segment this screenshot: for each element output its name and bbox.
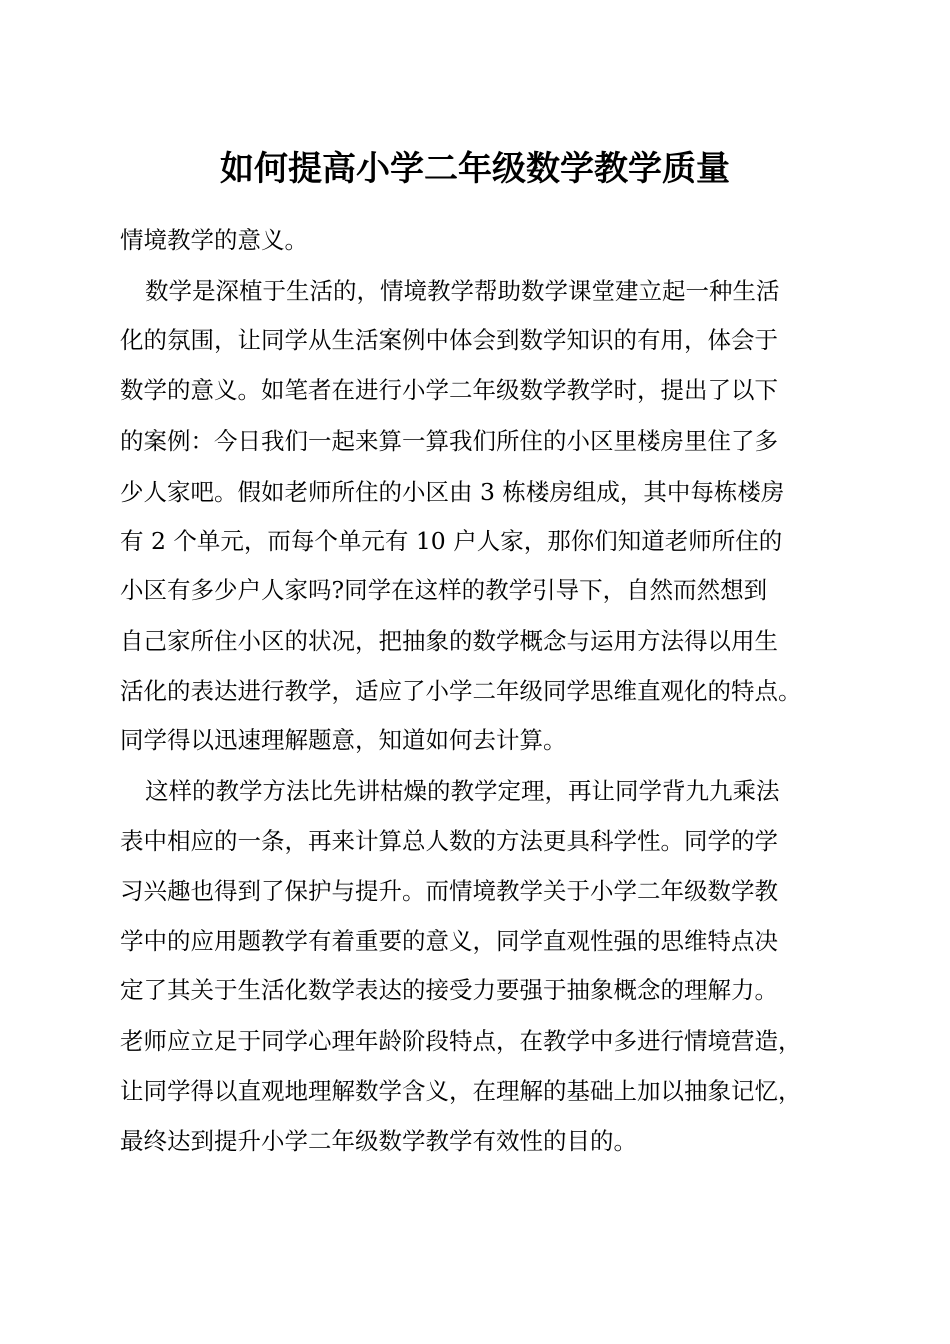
text-line: 定了其关于生活化数学表达的接受力要强于抽象概念的理解力。 bbox=[120, 976, 778, 1004]
text-line: 数学是深植于生活的，情境教学帮助数学课堂建立起一种生活 bbox=[145, 277, 780, 305]
text-line: 化的氛围，让同学从生活案例中体会到数学知识的有用，体会于 bbox=[120, 326, 778, 354]
text-line: 老师应立足于同学心理年龄阶段特点，在教学中多进行情境营造， bbox=[120, 1027, 802, 1055]
text-line: 情境教学的意义。 bbox=[120, 226, 308, 254]
text-line: 习兴趣也得到了保护与提升。而情境教学关于小学二年级数学教 bbox=[120, 877, 778, 905]
text-line: 少人家吧。假如老师所住的小区由 3 栋楼房组成，其中每栋楼房 bbox=[120, 478, 785, 506]
text-line: 表中相应的一条，再来计算总人数的方法更具科学性。同学的学 bbox=[120, 827, 778, 855]
text-line: 最终达到提升小学二年级数学教学有效性的目的。 bbox=[120, 1127, 637, 1155]
document-title: 如何提高小学二年级数学教学质量 bbox=[220, 149, 730, 189]
text-line: 的案例：今日我们一起来算一算我们所住的小区里楼房里住了多 bbox=[120, 427, 778, 455]
text-line: 自己家所住小区的状况，把抽象的数学概念与运用方法得以用生 bbox=[120, 627, 778, 655]
text-line: 这样的教学方法比先讲枯燥的教学定理，再让同学背九九乘法 bbox=[145, 777, 780, 805]
text-line: 同学得以迅速理解题意，知道如何去计算。 bbox=[120, 726, 567, 754]
text-line: 活化的表达进行教学，适应了小学二年级同学思维直观化的特点。 bbox=[120, 677, 802, 705]
text-line: 让同学得以直观地理解数学含义，在理解的基础上加以抽象记忆， bbox=[120, 1077, 802, 1105]
text-line: 有 2 个单元，而每个单元有 10 户人家，那你们知道老师所住的 bbox=[120, 527, 783, 555]
text-line: 学中的应用题教学有着重要的意义，同学直观性强的思维特点决 bbox=[120, 927, 778, 955]
text-line: 数学的意义。如笔者在进行小学二年级数学教学时，提出了以下 bbox=[120, 376, 778, 404]
text-line: 小区有多少户人家吗?同学在这样的教学引导下，自然而然想到 bbox=[120, 576, 768, 604]
